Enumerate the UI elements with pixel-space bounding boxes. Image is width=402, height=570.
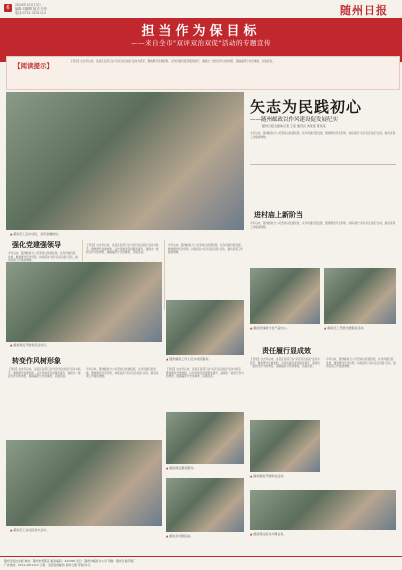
caption-6: ▲ 邮政网点服务群众。 [166,466,244,470]
phone-line: 电话:0722-3251113 [15,11,46,15]
footer-line-2: 广告热线：0722-3251113 订阅：全国各地邮局 每周七期 零售价1元 [4,563,91,567]
photo-volunteers [166,412,244,464]
divider [250,164,396,165]
section-2-text-3: 【导读】自去年以来，各县区各部门以"双评双治双促"活动为抓手，聚焦群众急难愁盼，以作风建设促进服务提升，涌现出一批担当作为的典型，现摘编部分先进事迹，以飨读者。 [166,368,244,379]
caption-10: ▲ 邮政网点柜台办理业务。 [250,532,396,536]
article-subtitle: ——随州邮政以作风建设促发展纪实 [250,117,339,123]
editor-line: 编辑:刘鹏辉 版式:吕彤 [15,7,47,11]
section-2-text: 【导读】自去年以来，各县区各部门以"双评双治双促"活动为抓手，聚焦群众急难愁盼，以作风建设促进服务提升，涌现出一批担当作为的典型，现摘编部分先进事迹，以飨读者。 [8,368,81,379]
caption-7: ▲ 邮政乡村揽投站。 [166,534,244,538]
section-heading-1: 强化党建强领导 [12,241,61,249]
section-2-text-2: 今年以来，随州邮政分公司坚持以党建统领，以作风建设促发展，聚焦群众所急所盼，持续深化"双评双治双促"活动，推动各项工作提质增效。 [86,368,159,379]
caption-5: ▲ 邮政员工开展志愿服务活动。 [324,326,396,330]
section-heading-4: 责任履行显成效 [262,347,311,355]
footer-line-1: 随州日报社出版 地址：随州市曾都区 邮政编码：441300 发行：随州市邮政分公司 印刷：随州日报印刷厂 [4,559,136,563]
section-1-text-3: 今年以来，随州邮政分公司坚持以党建统领，以作风建设促发展，聚焦群众所急所盼，持续深化"双评双治双促"活动，推动各项工作提质增效。 [168,244,244,255]
article-lead: 今年以来，随州邮政分公司坚持以党建统领，以作风建设促发展，聚焦群众所急所盼，持续深化"双评双治双促"活动，推动各项工作提质增效。 [250,132,396,139]
section-heading-2: 转变作风树形象 [12,357,61,365]
photo-village [6,440,162,526]
caption-4: ▲ 邮政快递助力农产品出山。 [250,326,320,330]
banner-subtitle: ——来自全市"双评双治双促"活动的专题宣传 [131,39,271,47]
photo-warehouse [324,268,396,324]
section-3-text: 今年以来，随州邮政分公司坚持以党建统领，以作风建设促发展，聚焦群众所急所盼，持续深化"双评双治双促"活动，推动各项工作提质增效。 [250,222,396,229]
section-1-text-2: 【导读】自去年以来，各县区各部门以"双评双治双促"活动为抓手，聚焦群众急难愁盼，以作风建设促进服务提升，涌现出一批担当作为的典型，现摘编部分先进事迹，以飨读者。 [86,244,159,255]
section-4-text: 【导读】自去年以来，各县区各部门以"双评双治双促"活动为抓手，聚焦群众急难愁盼，以作风建设促进服务提升，涌现出一批担当作为的典型，现摘编部分先进事迹，以飨读者。 [250,358,321,369]
article-byline: 随州日报全媒体记者 王某 通讯员 刘某某 陈某某 [262,124,326,128]
banner-title: 担当作为保目标 [141,24,261,39]
photo-station [166,478,244,532]
intro-text: 【导读】自去年以来，各县区各部门以"双评双治双促"活动为抓手，聚焦群众急难愁盼，以作风建设促进服务提升，涌现出一批担当作为的典型，现摘编部分先进事迹，以飨读者。 [70,60,275,63]
caption-2: ▲ 邮政网点开展党员活动日。 [10,343,160,347]
photo-meeting [6,262,162,342]
caption-3: ▲ 随州邮政工作人员为村民服务。 [166,357,244,361]
page-number: 6 [4,4,12,12]
article-title: 矢志为民践初心 [250,98,363,116]
photo-logo-sign [250,268,320,324]
photo-produce [250,490,396,530]
caption-1: ▲ 邮政员工走访村民，宣传金融知识。 [10,232,240,236]
date-line: 2024年10月13日 [15,3,41,7]
column-divider [164,240,165,310]
photo-main [6,92,244,230]
section-4-text-2: 今年以来，随州邮政分公司坚持以党建统领，以作风建设促发展，聚焦群众所急所盼，持续深化"双评双治双促"活动，推动各项工作提质增效。 [326,358,396,369]
intro-tag: 【阅读提示】 [14,62,53,70]
photo-delivery [250,420,320,472]
section-1-text: 今年以来，随州邮政分公司坚持以党建统领，以作风建设促发展，聚焦群众所急所盼，持续深化"双评双治双促"活动，推动各项工作提质增效。 [8,252,78,263]
caption-9: ▲ 邮政员工在村民家中走访。 [10,528,160,532]
caption-8: ▲ 随州邮政开展助农活动。 [250,474,320,478]
photo-counter [166,300,244,355]
section-heading-3: 进村庙上新阶当 [254,211,303,219]
newspaper-logo: 随州日报 [340,4,388,17]
